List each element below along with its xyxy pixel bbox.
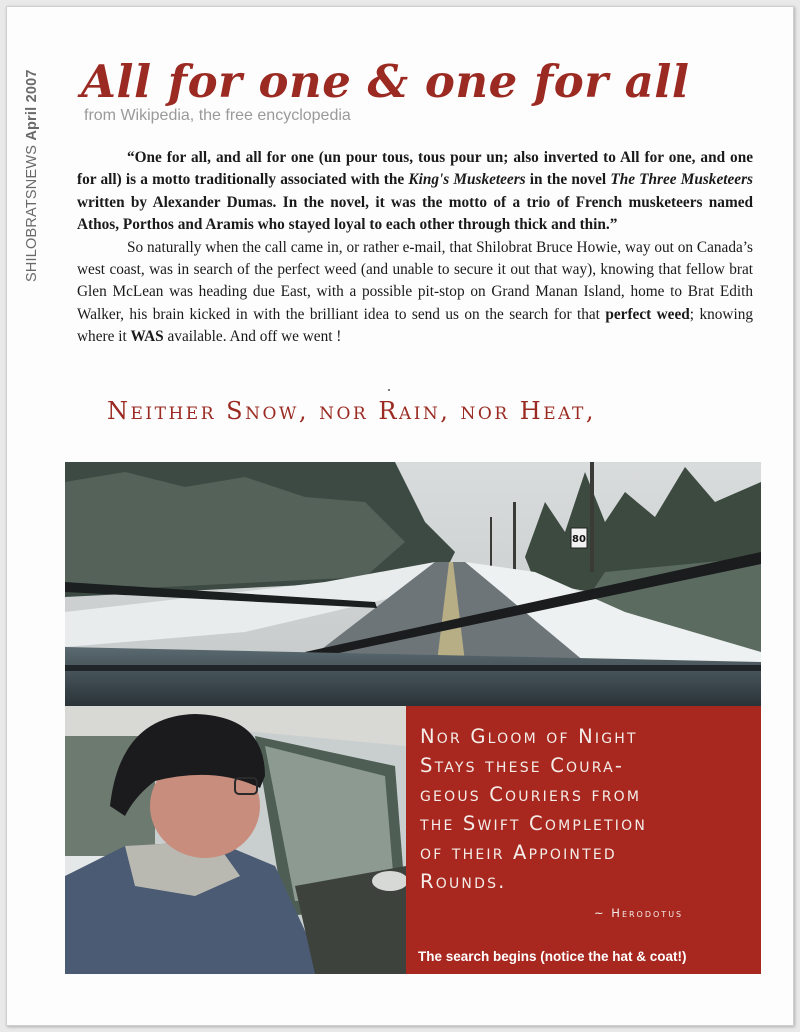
side-issue-label: [24, 69, 40, 282]
driver-illustration: [65, 706, 406, 974]
para-bold-2: WAS: [130, 328, 164, 346]
driver-photo: [65, 706, 406, 974]
side-brand: SHILOBRATS: [24, 189, 40, 282]
page-subtitle: from Wikipedia, the free encyclopedia: [84, 107, 351, 124]
stray-dot: [388, 389, 390, 391]
snowy-road-photo: [65, 462, 761, 706]
newsletter-page: [6, 6, 794, 1026]
snowy-road-illustration: [65, 462, 761, 706]
para-text-1: So naturally when the call came in, or rather e-mail, that Shilobrat Bruce Howie, way out on Canada’s west coast, was in search of the perfect weed (and unable to secure it out that way), knowing that fellow brat Glen McLean was heading due East, with a possible pit-stop on Grand Manan Island, home to Brat Edith Walker, his brain kicked in with the brilliant idea to send us on the search for that: [77, 238, 753, 323]
para-text-2: ; knowing where it: [77, 305, 753, 346]
para-bold-1: perfect weed: [605, 305, 690, 323]
side-date: April 2007: [24, 69, 40, 141]
article-body: [77, 147, 753, 349]
quote-text-2: in the novel: [525, 171, 611, 189]
para-text-3: available. And off we went !: [163, 328, 342, 346]
side-news: NEWS: [24, 144, 40, 190]
section-heading: Neither Snow, nor Rain, nor Heat,: [107, 397, 596, 425]
quote-text-3: written by Alexander Dumas. In the novel, it was the motto of a trio of French musketeers named Athos, Porthos and Aramis who stayed loyal to each other through thick and thin.”: [77, 193, 753, 234]
quote-italic-1: King's Musketeers: [408, 171, 526, 189]
quote-italic-2: The Three Musketeers: [610, 171, 753, 189]
page-title: All for one & one for all: [81, 55, 690, 108]
quote-text-1: “One for all, and all for one (un pour tous, tous pour un; also inverted to All for one, and one for all) is a motto traditionally associated with the: [77, 149, 753, 189]
speed-sign-text: 80: [572, 534, 586, 545]
photo-caption: The search begins (notice the hat & coat!): [418, 949, 687, 964]
quote-attribution: ~ Herodotus: [594, 906, 684, 920]
herodotus-quote-box: [406, 706, 761, 974]
musketeer-quote: [77, 147, 753, 237]
story-paragraph: [77, 237, 753, 349]
herodotus-quote: Nor Gloom of Night Stays these Coura- geous Couriers from the Swift Completion of their Appointed Rounds.: [420, 725, 648, 893]
